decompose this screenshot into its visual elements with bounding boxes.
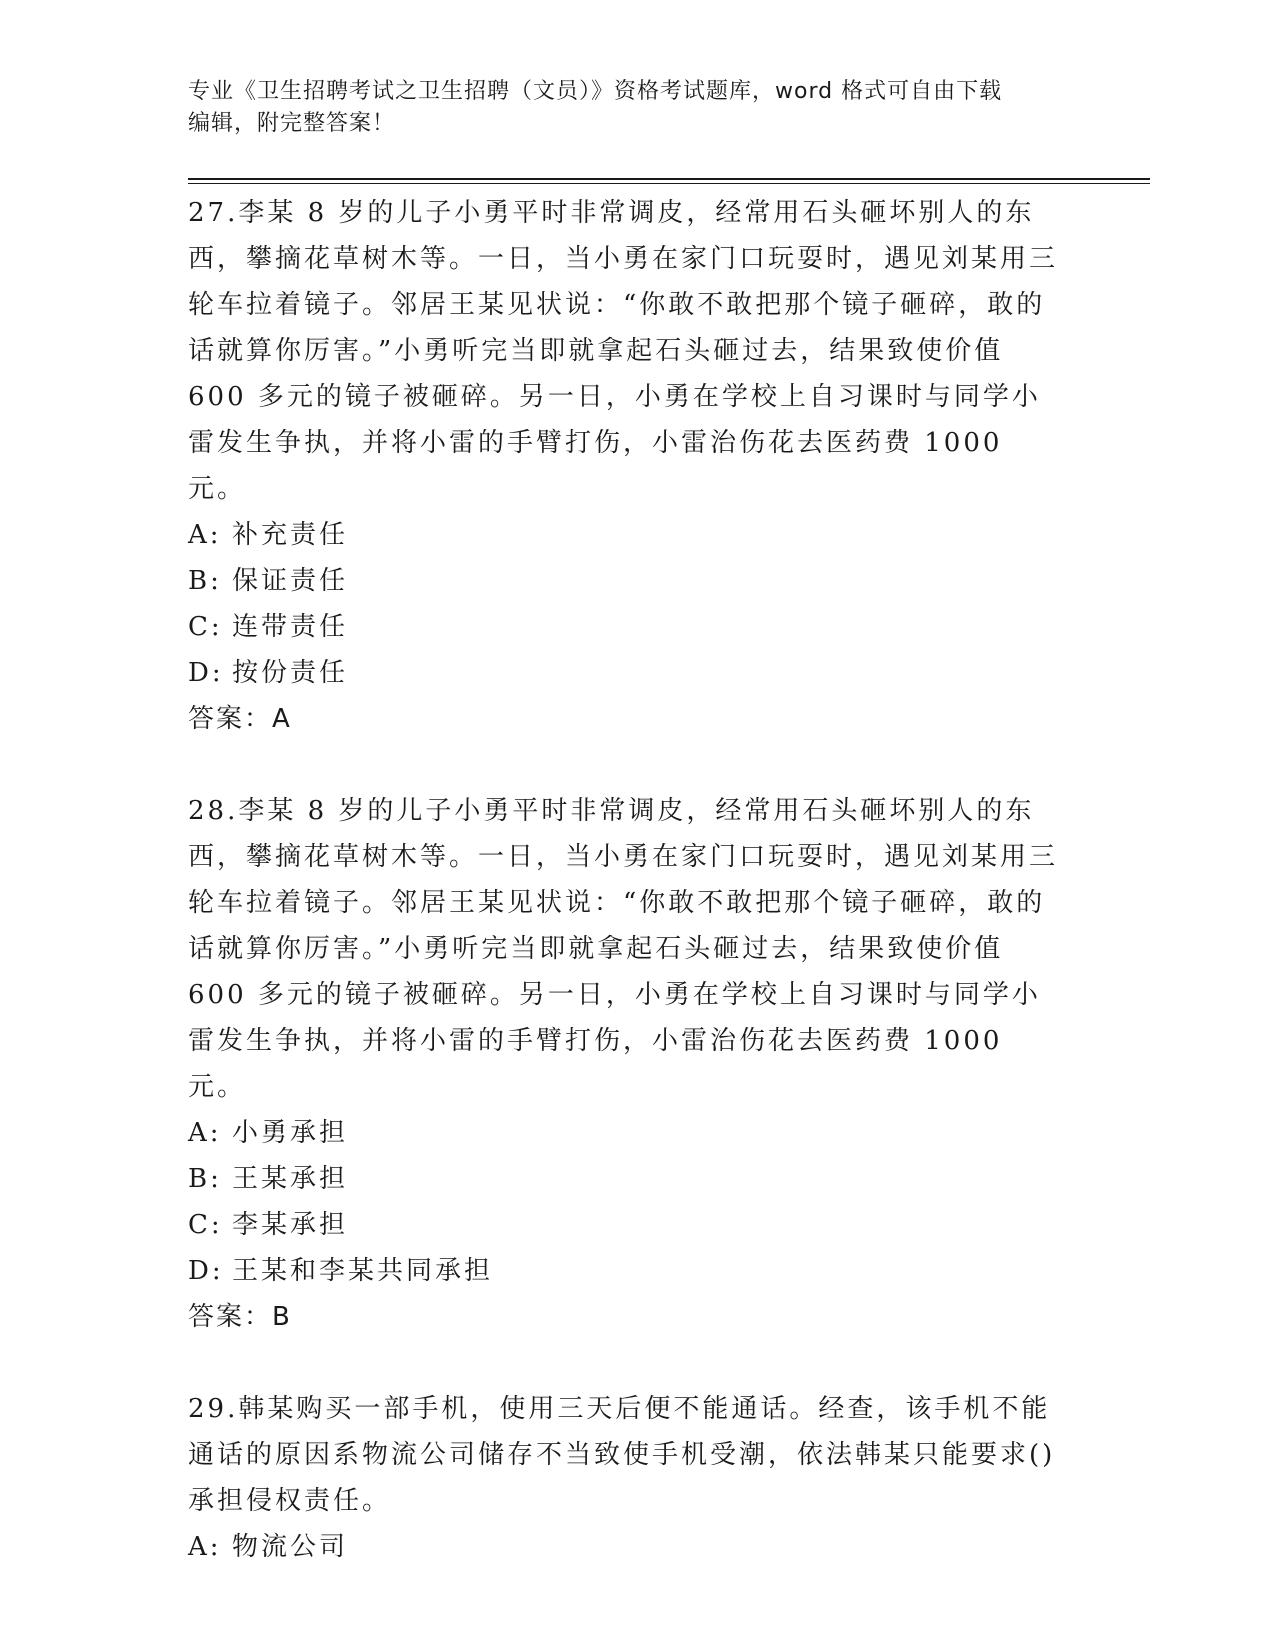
- answer-line: 答案：A: [188, 704, 292, 734]
- option-text: 连带责任: [232, 612, 349, 642]
- header-line-2: 编辑，附完整答案！: [188, 111, 396, 136]
- option-text: 保证责任: [232, 566, 349, 596]
- option-text: 小勇承担: [232, 1118, 349, 1148]
- option-text: 按份责任: [232, 658, 349, 688]
- question-27: [188, 190, 1068, 742]
- question-stem: 29.韩某购买一部手机，使用三天后便不能通话。经查，该手机不能通话的原因系物流公司储存不当致使手机受潮，依法韩某只能要求()承担侵权责任。: [188, 1394, 1056, 1516]
- question-stem: 28.李某 8 岁的儿子小勇平时非常调皮，经常用石头砸坏别人的东西，攀摘花草树木等。一日，当小勇在家门口玩耍时，遇见刘某用三轮车拉着镜子。邻居王某见状说：“你敢不敢把那个镜子砸碎，敢的话就算你厉害。”小勇听完当即就拿起石头砸过去，结果致使价值 600 多元的镜子被砸碎。另一日，小勇在学校上自习课时与同学小雷发生争执，并将小雷的手臂打伤，小雷治伤花去医药费 1000 元。: [188, 796, 1059, 1102]
- question-29: [188, 1386, 1068, 1570]
- question-28: [188, 788, 1068, 1340]
- question-stem: 27.李某 8 岁的儿子小勇平时非常调皮，经常用石头砸坏别人的东西，攀摘花草树木等。一日，当小勇在家门口玩耍时，遇见刘某用三轮车拉着镜子。邻居王某见状说：“你敢不敢把那个镜子砸碎，敢的话就算你厉害。”小勇听完当即就拿起石头砸过去，结果致使价值 600 多元的镜子被砸碎。另一日，小勇在学校上自习课时与同学小雷发生争执，并将小雷的手臂打伤，小雷治伤花去医药费 1000 元。: [188, 198, 1059, 504]
- option-c: [188, 604, 1068, 650]
- option-a: [188, 512, 1068, 558]
- option-text: 王某承担: [232, 1164, 349, 1194]
- option-d: [188, 1248, 1068, 1294]
- document-header: [188, 76, 1088, 140]
- option-letter: A:: [188, 1532, 222, 1562]
- header-line-1: 专业《卫生招聘考试之卫生招聘（文员）》资格考试题库，word 格式可自由下载: [188, 79, 1003, 104]
- option-b: [188, 1156, 1068, 1202]
- option-letter: C:: [188, 1210, 223, 1240]
- option-letter: A:: [188, 1118, 222, 1148]
- answer-line: 答案：B: [188, 1302, 292, 1332]
- option-letter: B:: [188, 566, 222, 596]
- header-divider-thin: [188, 183, 1150, 184]
- option-d: [188, 650, 1068, 696]
- option-text: 李某承担: [232, 1210, 349, 1240]
- option-text: 物流公司: [232, 1532, 349, 1562]
- option-letter: A:: [188, 520, 222, 550]
- option-a: [188, 1110, 1068, 1156]
- question-list: [188, 188, 1068, 1570]
- option-letter: D:: [188, 1256, 224, 1286]
- option-text: 补充责任: [232, 520, 349, 550]
- option-letter: B:: [188, 1164, 222, 1194]
- header-divider-thick: [188, 178, 1150, 180]
- question-spacer: [188, 742, 1068, 788]
- option-letter: C:: [188, 612, 223, 642]
- option-text: 王某和李某共同承担: [232, 1256, 494, 1286]
- option-a: [188, 1524, 1068, 1570]
- question-spacer: [188, 1340, 1068, 1386]
- option-c: [188, 1202, 1068, 1248]
- option-b: [188, 558, 1068, 604]
- option-letter: D:: [188, 658, 224, 688]
